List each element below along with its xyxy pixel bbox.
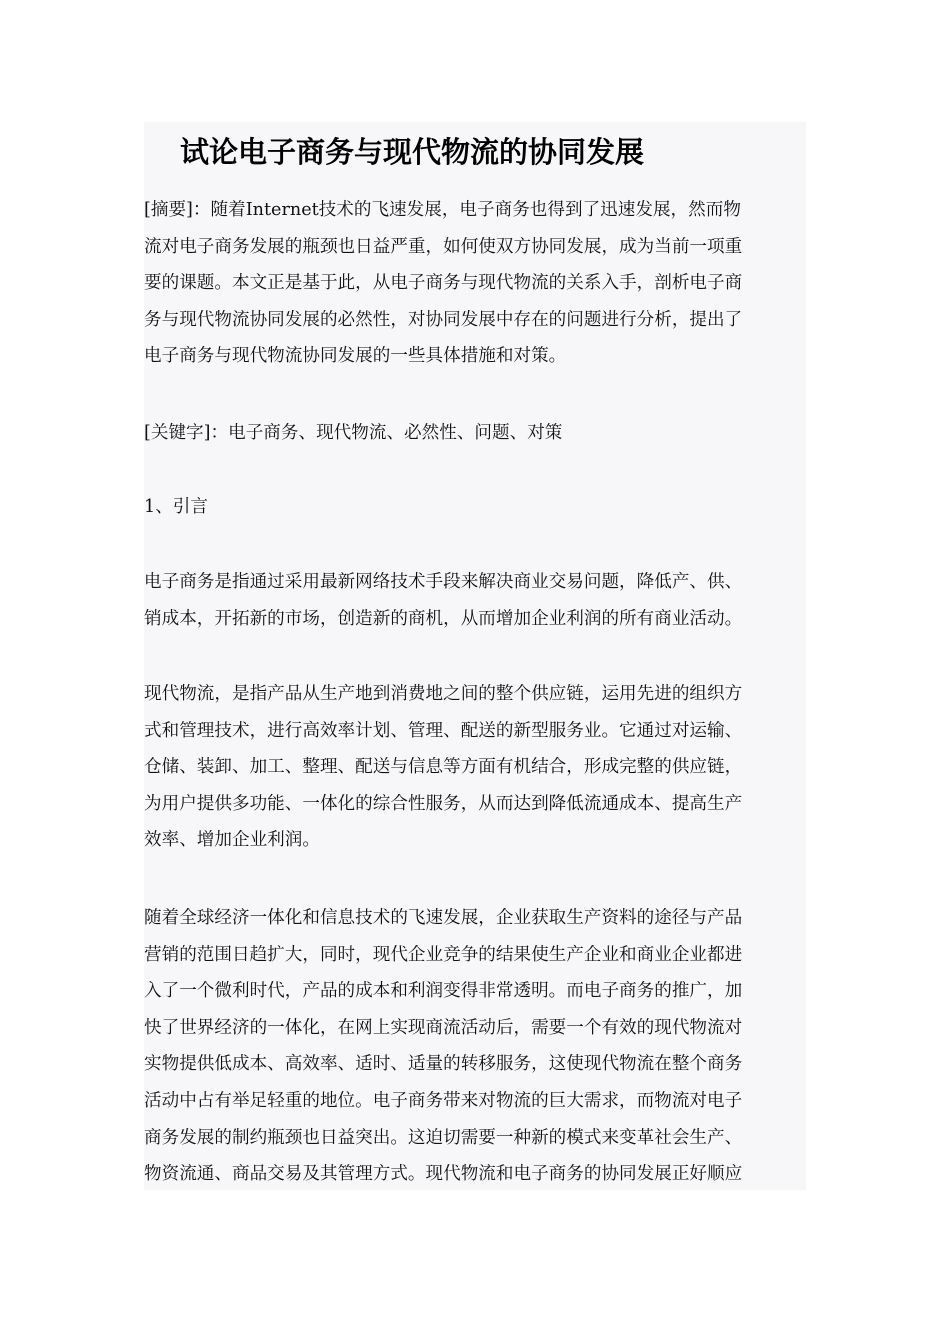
document-body (144, 122, 806, 1190)
keywords-paragraph: [关键字]：电子商务、现代物流、必然性、问题、对策 (144, 423, 563, 443)
section-heading: 1、引言 (144, 497, 208, 517)
body-paragraph: 现代物流，是指产品从生产地到消费地之间的整个供应链，运用先进的组织方 式和管理技术，进行高效率计划、管理、配送的新型服务业。它通过对运输、 仓储、装卸、加工、整理、配送与信息等方面有机结合，形成完整的供应链， 为用户提供多功能、一体化的综合性服务，从而达到降低流通成本、提高生产 效率、增加企业利润。 (144, 684, 743, 851)
body-paragraph: 电子商务是指通过采用最新网络技术手段来解决商业交易问题，降低产、供、 销成本，开拓新的市场，创造新的商机，从而增加企业利润的所有商业活动。 (144, 572, 743, 629)
abstract-paragraph: [摘要]：随着Internet技术的飞速发展，电子商务也得到了迅速发展，然而物 流对电子商务发展的瓶颈也日益严重，如何使双方协同发展，成为当前一项重 要的课题。本文正是基于此，从电子商务与现代物流的关系入手，剖析电子商 务与现代物流协同发展的必然性，对协同发展中存在的问题进行分析，提出了 电子商务与现代物流协同发展的一些具体措施和对策。 (144, 200, 743, 367)
document-title: 试论电子商务与现代物流的协同发展 (180, 135, 645, 169)
body-paragraph: 随着全球经济一体化和信息技术的飞速发展，企业获取生产资料的途径与产品 营销的范围日趋扩大，同时，现代企业竞争的结果使生产企业和商业企业都进 入了一个微利时代，产品的成本和利润变得非常透明。而电子商务的推广，加 快了世界经济的一体化，在网上实现商流活动后，需要一个有效的现代物流对 实物提供低成本、高效率、适时、适量的转移服务，这使现代物流在整个商务 活动中占有举足轻重的地位。电子商务带来对物流的巨大需求，而物流对电子 商务发展的制约瓶颈也日益突出。这迫切需要一种新的模式来变革社会生产、 物资流通、商品交易及其管理方式。现代物流和电子商务的协同发展正好顺应 (144, 908, 743, 1185)
